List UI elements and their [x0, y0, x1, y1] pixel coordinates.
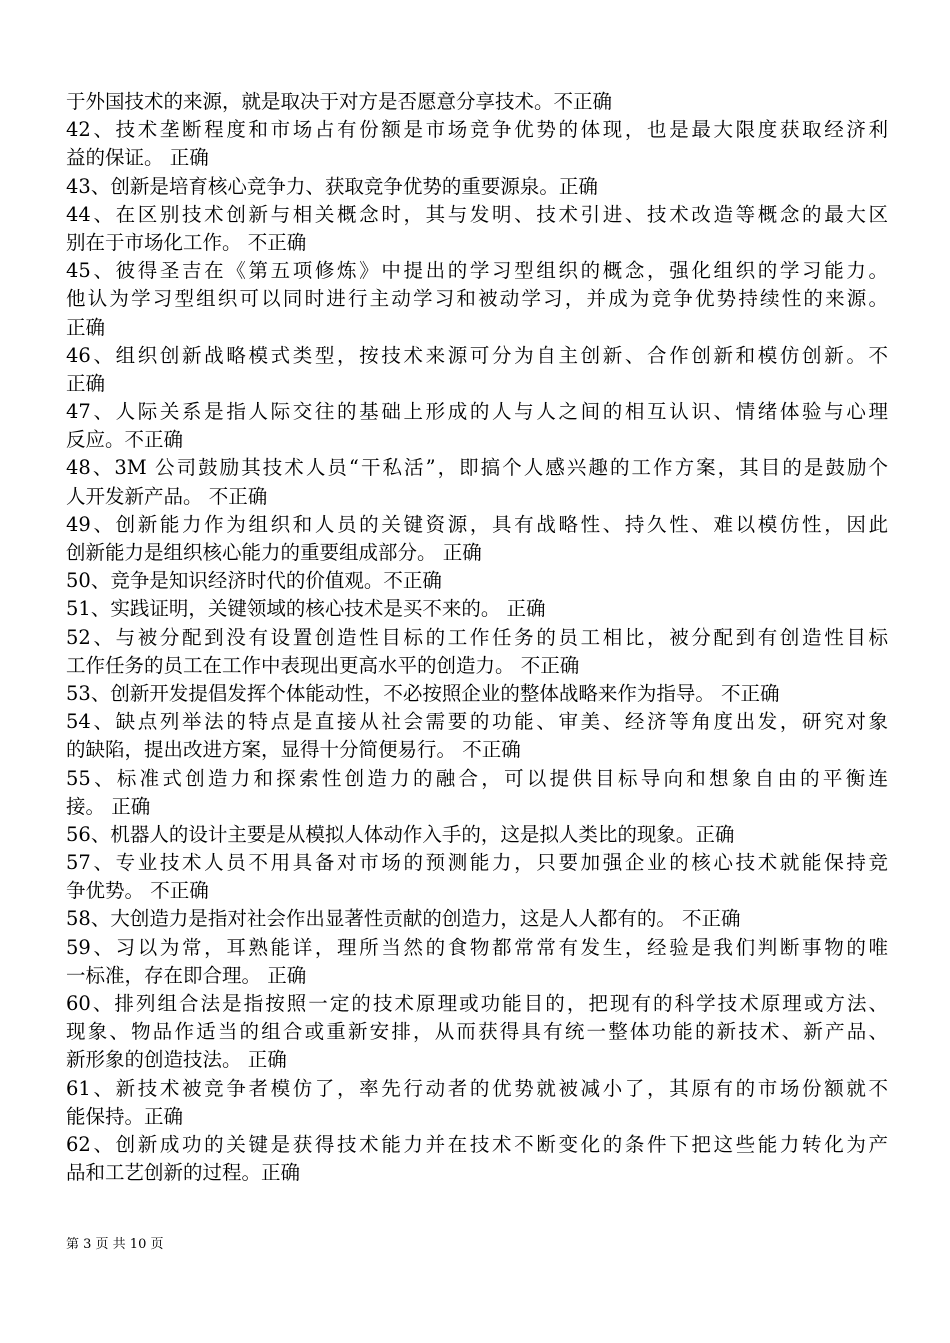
- text-line: 品和工艺创新的过程。正确: [66, 1161, 301, 1185]
- text-line: 50、竞争是知识经济时代的价值观。不正确: [66, 569, 442, 593]
- text-line: 接。 正确: [66, 794, 151, 818]
- text-line: 45、彼得圣吉在《第五项修炼》中提出的学习型组织的概念，强化组织的学习能力。: [66, 259, 888, 283]
- text-line: 62、创新成功的关键是获得技术能力并在技术不断变化的条件下把这些能力转化为产: [66, 1132, 888, 1156]
- text-line: 54、缺点列举法的特点是直接从社会需要的功能、审美、经济等角度出发，研究对象: [66, 710, 888, 734]
- text-line: 60、排列组合法是指按照一定的技术原理或功能目的，把现有的科学技术原理或方法、: [66, 992, 888, 1015]
- text-line: 48、3M 公司鼓励其技术人员“干私活”，即搞个人感兴趣的工作方案，其目的是鼓励个: [66, 456, 888, 480]
- text-line: 工作任务的员工在工作中表现出更高水平的创造力。 不正确: [66, 653, 580, 677]
- text-line: 51、实践证明，关键领域的核心技术是买不来的。 正确: [66, 597, 546, 621]
- text-line: 42、技术垄断程度和市场占有份额是市场竞争优势的体现，也是最大限度获取经济利: [66, 118, 888, 142]
- text-line: 46、组织创新战略模式类型，按技术来源可分为自主创新、合作创新和模仿创新。不: [66, 343, 888, 367]
- text-line: 他认为学习型组织可以同时进行主动学习和被动学习，并成为竞争优势持续性的来源。: [66, 287, 888, 311]
- text-line: 52、与被分配到没有设置创造性目标的工作任务的员工相比，被分配到有创造性目标: [66, 625, 888, 649]
- text-line: 61、新技术被竞争者模仿了，率先行动者的优势就被减小了，其原有的市场份额就不: [66, 1076, 888, 1100]
- text-line: 人开发新产品。 不正确: [66, 484, 268, 508]
- document-body: [66, 88, 888, 1187]
- text-line: 新形象的创造技法。 正确: [66, 1048, 287, 1072]
- text-line: 能保持。正确: [66, 1104, 184, 1128]
- text-line: 创新能力是组织核心能力的重要组成部分。 正确: [66, 541, 482, 564]
- text-line: 的缺陷，提出改进方案，显得十分简便易行。 不正确: [66, 738, 521, 762]
- text-line: 44、在区别技术创新与相关概念时，其与发明、技术引进、技术改造等概念的最大区: [66, 202, 888, 226]
- text-line: 53、创新开发提倡发挥个体能动性，不必按照企业的整体战略来作为指导。 不正确: [66, 681, 780, 705]
- text-line: 43、创新是培育核心竞争力、获取竞争优势的重要源泉。正确: [66, 174, 598, 198]
- text-line: 于外国技术的来源，就是取决于对方是否愿意分享技术。不正确: [66, 90, 613, 113]
- text-line: 58、大创造力是指对社会作出显著性贡献的创造力，这是人人都有的。 不正确: [66, 907, 741, 931]
- text-line: 现象、物品作适当的组合或重新安排，从而获得具有统一整体功能的新技术、新产品、: [66, 1020, 888, 1044]
- text-line: 正确: [66, 371, 106, 395]
- text-line: 59、习以为常，耳熟能详，理所当然的食物都常常有发生，经验是我们判断事物的唯: [66, 935, 888, 959]
- text-line: 益的保证。 正确: [66, 146, 209, 170]
- text-line: 别在于市场化工作。 不正确: [66, 230, 307, 254]
- text-line: 47、人际关系是指人际交往的基础上形成的人与人之间的相互认识、情绪体验与心理: [66, 400, 888, 424]
- text-line: 55、标准式创造力和探索性创造力的融合，可以提供目标导向和想象自由的平衡连: [66, 766, 888, 790]
- text-line: 正确: [66, 315, 106, 339]
- text-line: 57、专业技术人员不用具备对市场的预测能力，只要加强企业的核心技术就能保持竞: [66, 851, 888, 875]
- text-line: 争优势。 不正确: [66, 879, 209, 903]
- text-line: 56、机器人的设计主要是从模拟人体动作入手的，这是拟人类比的现象。正确: [66, 822, 735, 846]
- text-line: 49、创新能力作为组织和人员的关键资源，具有战略性、持久性、难以模仿性，因此: [66, 512, 888, 536]
- text-lines: [66, 88, 888, 1187]
- text-line: 反应。不正确: [66, 428, 184, 452]
- page-footer: 第 3 页 共 10 页: [66, 1237, 164, 1252]
- text-line: 一标准，存在即合理。 正确: [66, 963, 307, 987]
